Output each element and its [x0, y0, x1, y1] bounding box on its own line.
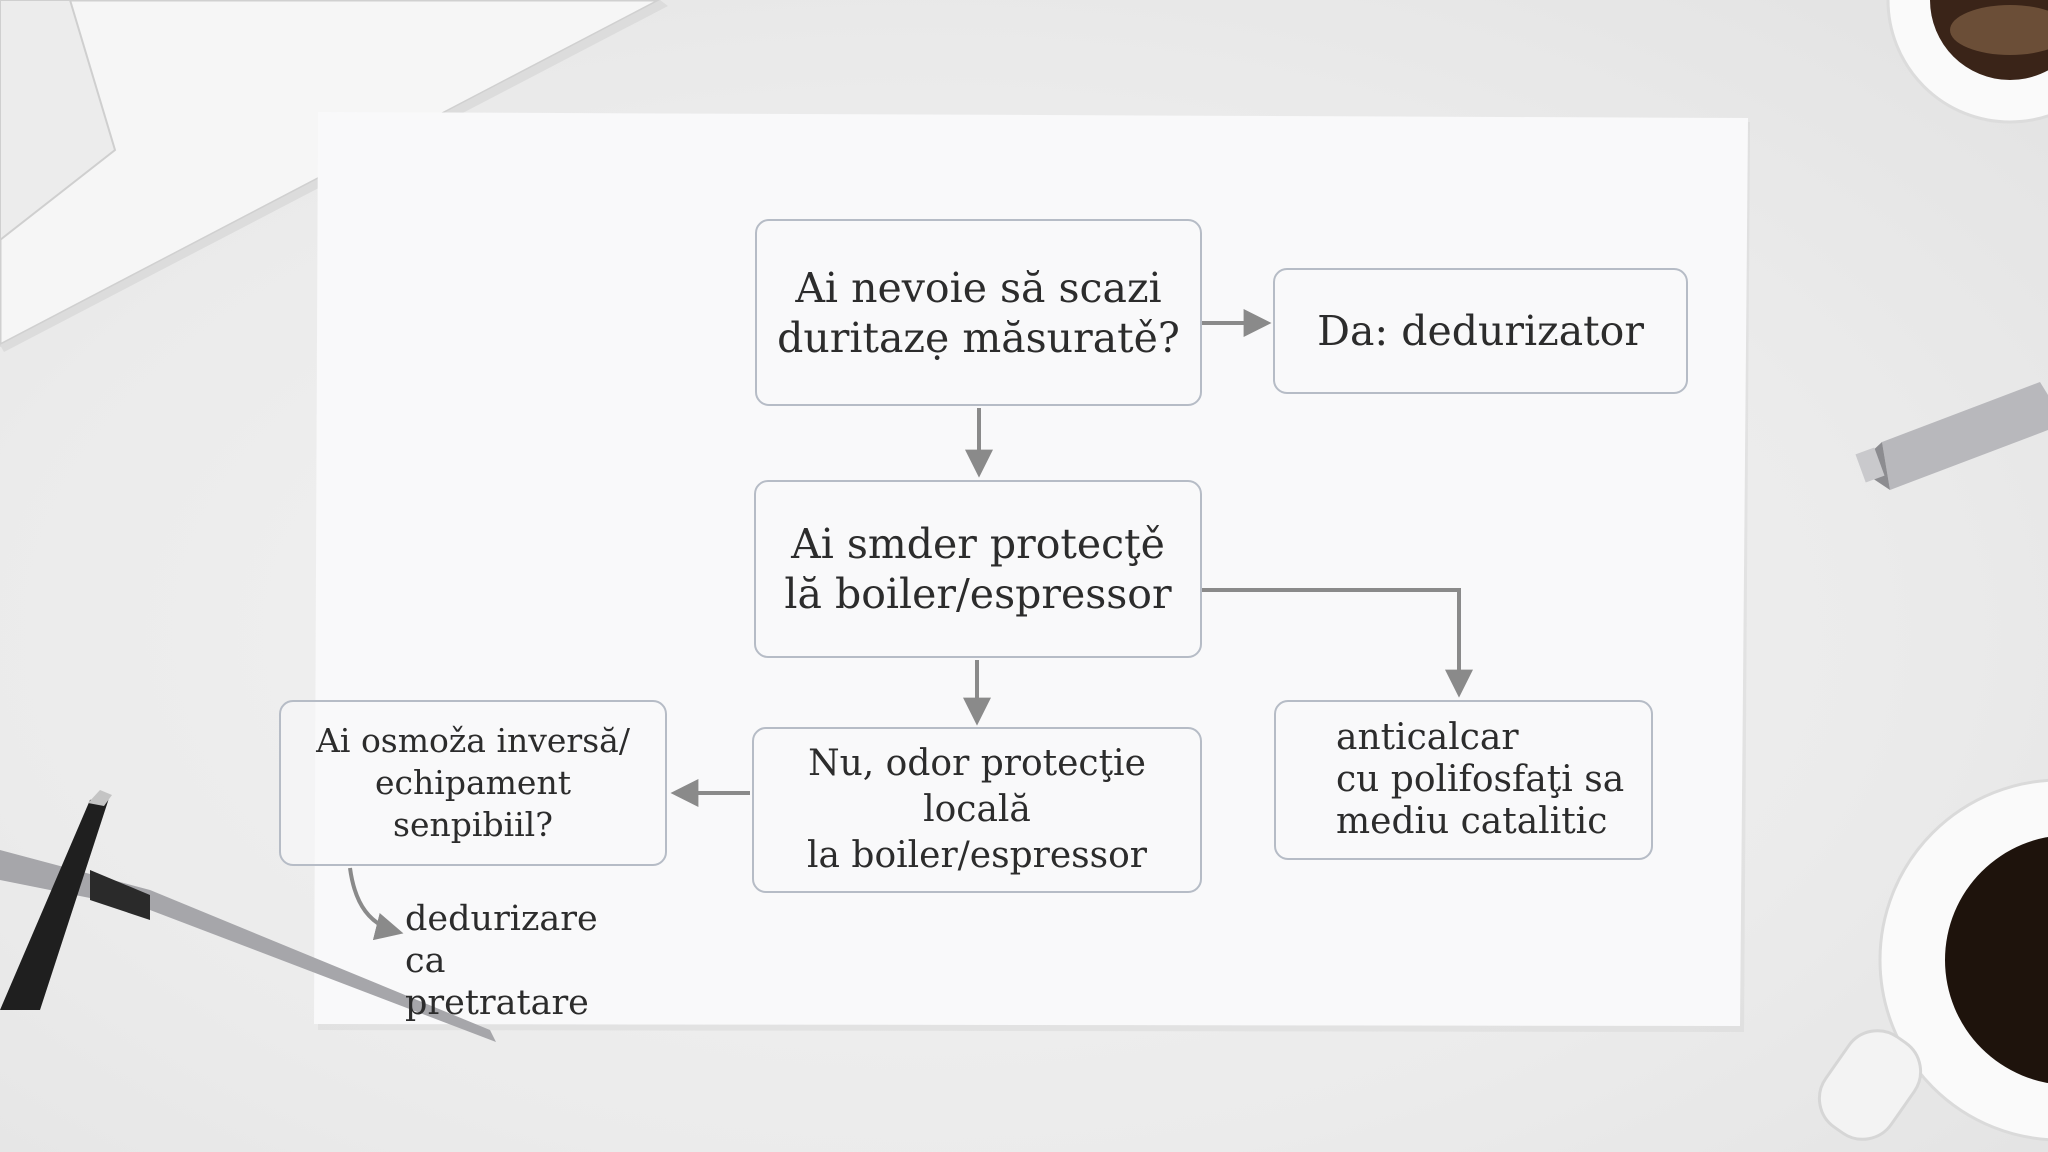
edge-q2-anticalcar: [1202, 590, 1459, 692]
edge-osmoza-dedurizare: [350, 868, 398, 932]
node-no-local-protection: Nu, odor protecţie locală la boiler/espressor: [752, 727, 1202, 893]
node-question-reduce-hardness: Ai nevoie să scazi duritazẹ măsuratě?: [755, 219, 1202, 406]
node-yes-softener: Da: dedurizator: [1273, 268, 1688, 394]
node-question-reverse-osmosis: Ai osmoža inversă/ echipament senpibiil?: [279, 700, 667, 866]
label-softening-pretreatment: dedurizare ca pretratare: [405, 899, 598, 1023]
node-anticalcar: anticalcar cu polifosfaţi sa mediu catalitic: [1274, 700, 1653, 860]
node-question-boiler-protection: Ai smder protecţě lă boiler/espressor: [754, 480, 1202, 658]
